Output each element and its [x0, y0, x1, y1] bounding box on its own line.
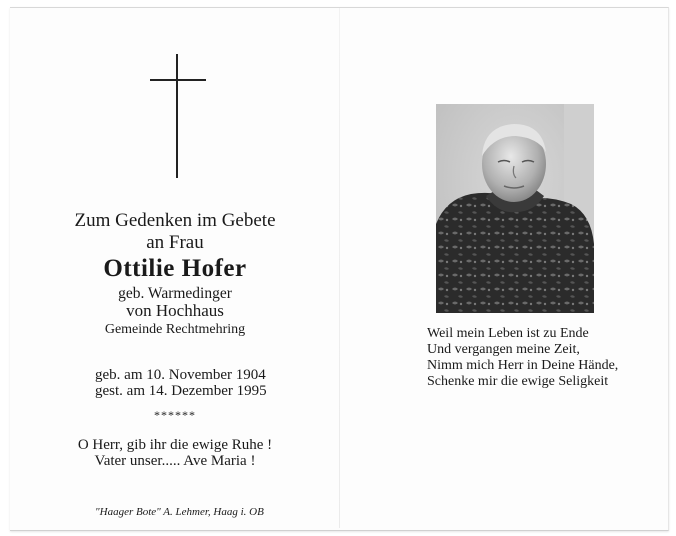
left-panel [10, 7, 340, 529]
farewell-verse [427, 326, 618, 390]
memorial-line: Zum Gedenken im Gebete [74, 210, 276, 231]
maiden-name: geb. Warmedinger [118, 285, 232, 302]
death-date: gest. am 14. Dezember 1995 [95, 383, 267, 399]
verse-line: Nimm mich Herr in Deine Hände, [427, 358, 619, 373]
salutation: an Frau [146, 232, 204, 253]
printer-credit: "Haager Bote" A. Lehmer, Haag i. OB [95, 506, 264, 518]
parish: Gemeinde Rechtmehring [104, 322, 246, 337]
verse-line: Weil mein Leben ist zu Ende [427, 326, 589, 341]
separator: ****** [154, 408, 196, 422]
birth-date: geb. am 10. November 1904 [95, 367, 266, 383]
life-dates [95, 367, 267, 399]
prayer-line-1: O Herr, gib ihr die ewige Ruhe ! [77, 437, 273, 453]
prayer-line-2: Vater unser..... Ave Maria ! [94, 453, 256, 469]
verse-line: Schenke mir die ewige Seligkeit [427, 374, 609, 389]
verse-line: Und vergangen meine Zeit, [427, 342, 580, 357]
deceased-name: Ottilie Hofer [103, 255, 247, 282]
cross-icon [150, 54, 206, 178]
origin: von Hochhaus [126, 301, 224, 320]
portrait-photo [436, 104, 594, 313]
